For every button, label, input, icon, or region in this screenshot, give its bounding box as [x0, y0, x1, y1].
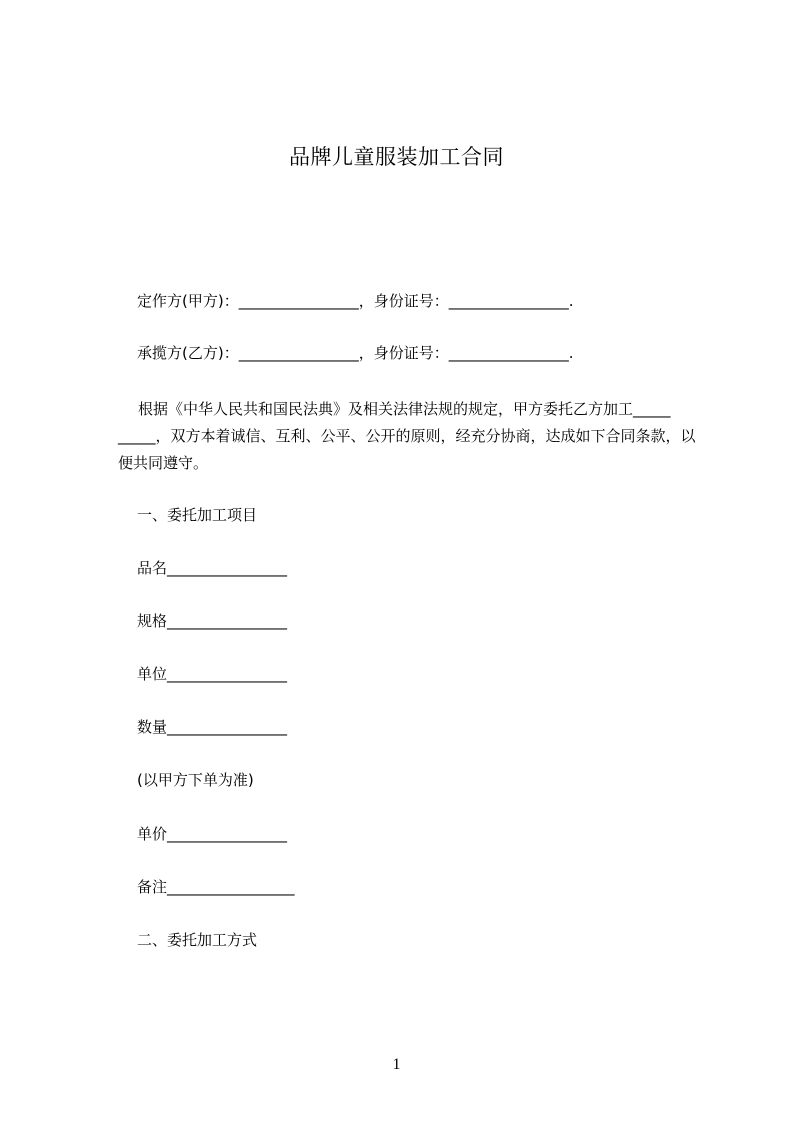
- item-price-field: 单价________________: [137, 825, 288, 843]
- party-a-line: 定作方(甲方)：________________，身份证号：________________.: [137, 292, 574, 310]
- party-b-line: 承揽方(乙方)：________________，身份证号：________________.: [137, 344, 574, 362]
- item-remark-field: 备注_________________: [137, 878, 295, 896]
- section-1-heading: 一、委托加工项目: [137, 506, 258, 524]
- item-quantity-field: 数量________________: [137, 718, 288, 736]
- document-title: 品牌儿童服装加工合同: [289, 145, 504, 169]
- section-2-heading: 二、委托加工方式: [137, 931, 258, 949]
- item-unit-field: 单位________________: [137, 665, 288, 683]
- item-name-field: 品名________________: [137, 559, 288, 577]
- page-number: 1: [392, 1056, 401, 1073]
- item-spec-field: 规格________________: [137, 612, 288, 630]
- order-note: (以甲方下单为准): [137, 771, 254, 789]
- preamble-paragraph: 根据《中华人民共和国民法典》及相关法律法规的规定，甲方委托乙方加工_____ _____，双方本着诚信、互利、公平、公开的原则，经充分协商，达成如下合同条款，以便共同遵守。: [118, 400, 696, 472]
